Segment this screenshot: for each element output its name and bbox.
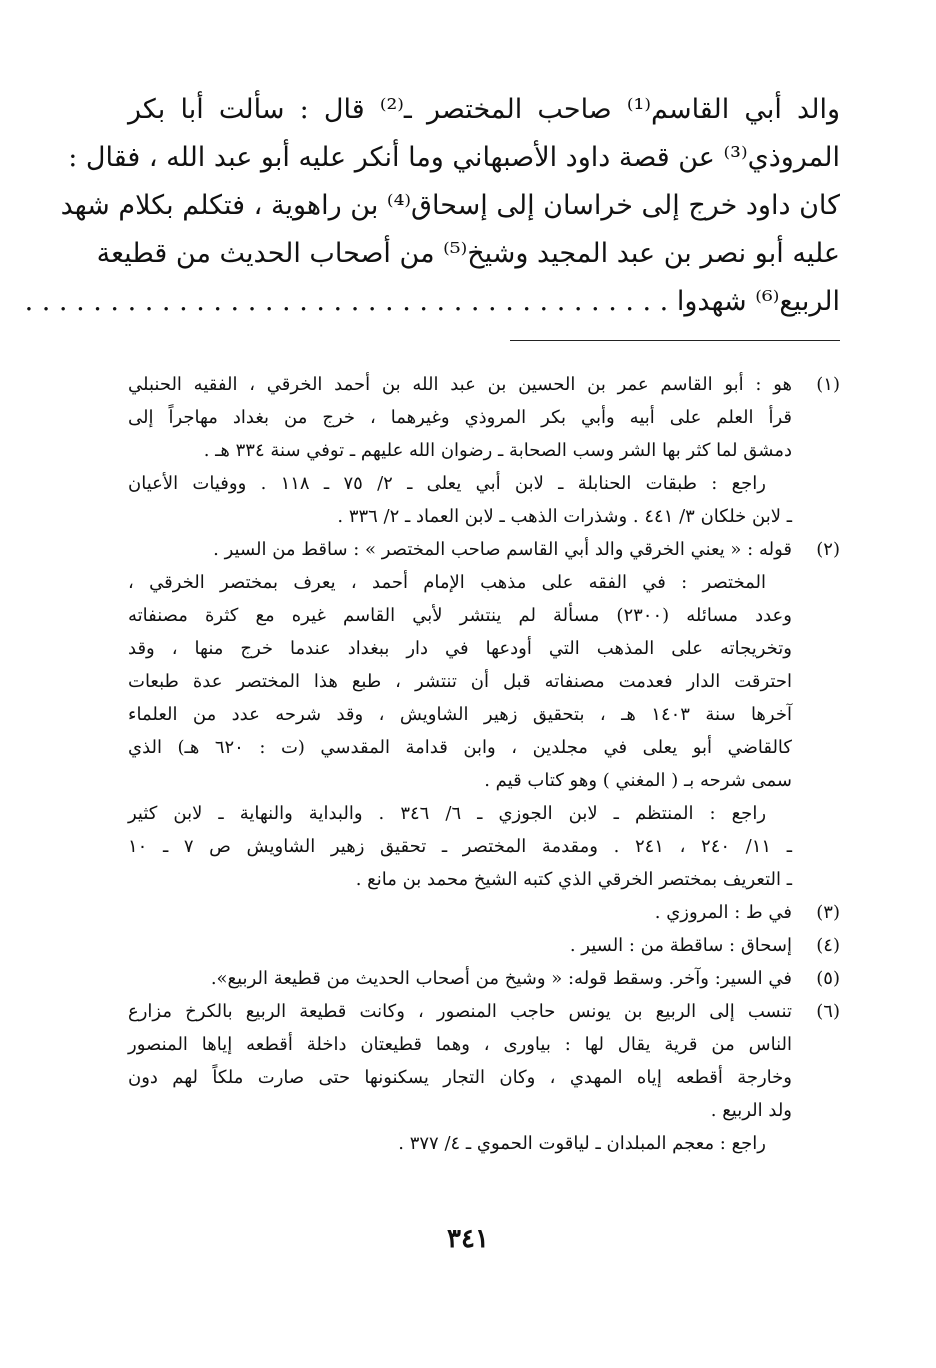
footnote-line: كالقاضي أبو يعلى في مجلدين ، وابن قدامة المقدسي (ت : ٦٢٠ هـ) الذي <box>128 737 792 758</box>
footnote-line: وعدد مسائله (٢٣٠٠) مسألة لم ينتشر لأبي القاسم غيره مع كثرة مصنفاته <box>128 605 792 626</box>
footnote-number: (٦) <box>816 1001 840 1022</box>
footnote-text <box>128 368 792 533</box>
footnote-text <box>128 962 792 995</box>
main-text-line: والد أبي القاسم⁽¹⁾ صاحب المختصر ـ⁽²⁾ قال : سألت أبا بكر <box>128 94 840 125</box>
footnote <box>128 995 840 1160</box>
footnote-line: في السير: وآخر. وسقط قوله: « وشيخ من أصحاب الحديث من قطيعة الربيع». <box>210 968 792 989</box>
footnote-line: ولد الربيع . <box>710 1100 792 1121</box>
footnote-number: (٥) <box>816 968 840 989</box>
footnote-text <box>128 896 792 929</box>
footnote <box>128 962 840 995</box>
footnote-line: وتخريجاته على المذهب التي أودعها في دار ببغداد عندما خرج منها ، وقد <box>128 638 792 659</box>
footnote <box>128 368 840 533</box>
footnote-line: في ط : المروزي . <box>654 902 792 923</box>
ellipsis-dots: . . . . . . . . . . . . . . . . . . . . . . . . . . . . . . . . . . . . . . <box>24 286 669 317</box>
footnote-text <box>128 995 792 1160</box>
footnote-line: راجع : معجم المبلدان ـ لياقوت الحموي ـ ٤/ ٣٧٧ . <box>398 1133 766 1154</box>
footnote-separator <box>510 340 840 341</box>
footnote-line: قرأ العلم على أبيه وأبي بكر المروذي وغيرهما ، خرج من بغداد مهاجراً إلى <box>128 407 792 428</box>
footnote-number: (١) <box>816 374 840 395</box>
footnote-number: (٤) <box>816 935 840 956</box>
footnote-line: ـ لابن خلكان ٣/ ٤٤١ . وشذرات الذهب ـ لابن العماد ـ ٢/ ٣٣٦ . <box>337 506 792 527</box>
footnote-line: ـ التعريف بمختصر الخرقي الذي كتبه الشيخ محمد بن مانع . <box>355 869 792 890</box>
footnotes-section <box>128 368 840 1160</box>
footnote-line: آخرها سنة ١٤٠٣ هـ ، بتحقيق زهير الشاويش ، وقد شرحه عدد من العلماء <box>128 704 792 725</box>
main-text-line: المروذي⁽³⁾ عن قصة داود الأصبهاني وما أنكر عليه أبو عبد الله ، فقال : <box>68 142 840 173</box>
main-text-last-words: الربيع⁽⁶⁾ شهدوا <box>676 286 840 317</box>
footnote-number: (٣) <box>816 902 840 923</box>
footnote-text <box>128 533 792 896</box>
main-text-last-line <box>24 278 840 326</box>
page-number: ٣٤١ <box>447 1224 489 1254</box>
footnote-line: راجع : المنتظم ـ لابن الجوزي ـ ٦/ ٣٤٦ . والبداية والنهاية ـ لابن كثير <box>128 803 767 824</box>
main-text-line: عليه أبو نصر بن عبد المجيد وشيخ⁽⁵⁾ من أصحاب الحديث من قطيعة <box>96 238 840 269</box>
footnote-line: تنسب إلى الربيع بن يونس حاجب المنصور ، وكانت قطيعة الربيع بالكرخ مزارع <box>128 1001 792 1022</box>
footnote-line: احترقت الدار فعدمت مصنفاته قبل أن تنتشر ، طبع هذا المختصر عدة طبعات <box>128 671 792 692</box>
footnote-line: سمى شرحه بـ ( المغني ) وهو كتاب قيم . <box>484 770 792 791</box>
main-text-line: كان داود خرج إلى خراسان إلى إسحاق⁽⁴⁾ بن راهوية ، فتكلم بكلام شهد <box>60 190 840 221</box>
footnote-text <box>128 929 792 962</box>
footnote <box>128 929 840 962</box>
footnote-line: هو : أبو القاسم عمر بن الحسين بن عبد الله بن أحمد الخرقي ، الفقيه الحنبلي <box>128 374 792 395</box>
footnote-line: المختصر : في الفقه على مذهب الإمام أحمد ، يعرف بمختصر الخرقي ، <box>128 572 766 593</box>
footnote <box>128 896 840 929</box>
main-text <box>24 86 840 326</box>
footnote-line: إسحاق : ساقطة من : السير . <box>569 935 792 956</box>
footnote-line: دمشق لما كثر بها الشر وسب الصحابة ـ رضوان الله عليهم ـ توفي سنة ٣٣٤ هـ . <box>203 440 792 461</box>
footnote-number: (٢) <box>816 539 840 560</box>
footnote <box>128 533 840 896</box>
footnote-line: وخارجة أقطعه إياه المهدي ، وكان التجار يسكنونها حتى صارت ملكاً لهم دون <box>128 1067 792 1088</box>
footnote-line: الناس من قرية يقال لها : بياورى ، وهما قطيعتان داخلة أقطعه إياها المنصور <box>128 1034 792 1055</box>
footnote-line: ـ ١١/ ٢٤٠ ، ٢٤١ . ومقدمة المختصر ـ تحقيق زهير الشاويش ص ٧ ـ ١٠ <box>128 836 792 857</box>
footnote-line: قوله : « يعني الخرقي والد أبي القاسم صاحب المختصر » : ساقط من السير . <box>213 539 792 560</box>
footnote-line: راجع : طبقات الحنابلة ـ لابن أبي يعلى ـ ٢/ ٧٥ ـ ١١٨ . ووفيات الأعيان <box>128 473 766 494</box>
